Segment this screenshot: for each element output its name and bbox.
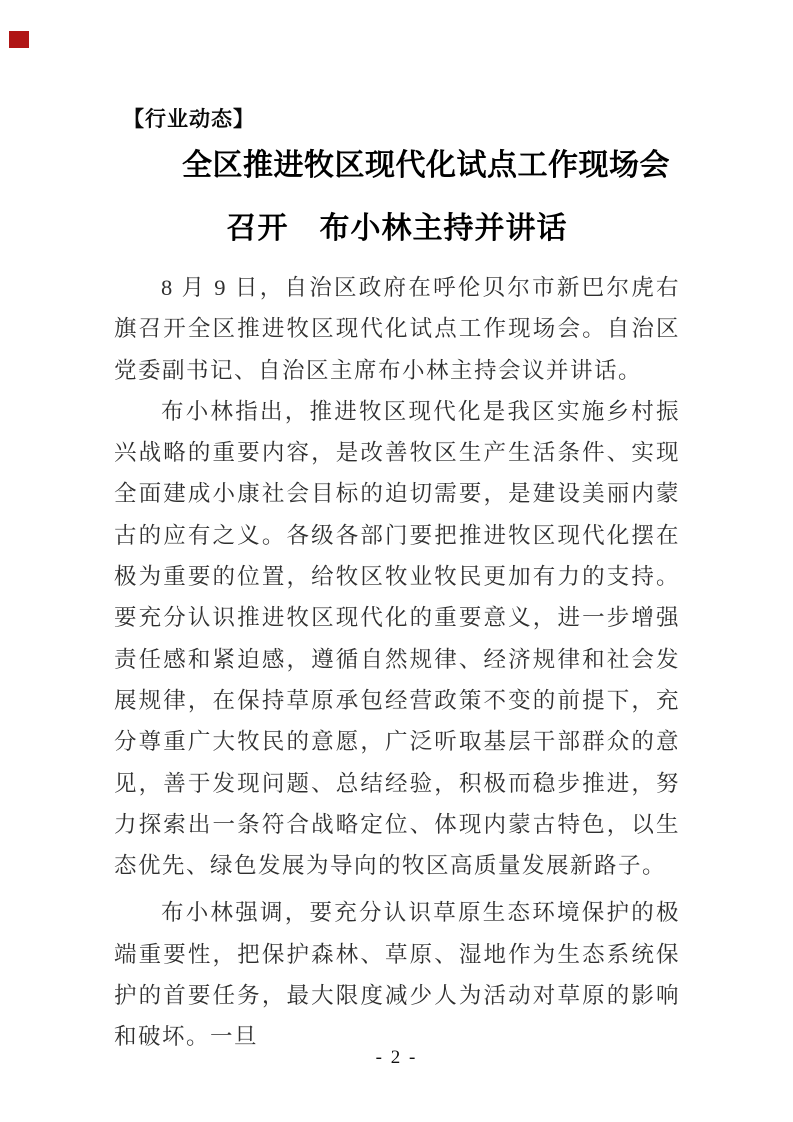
title-line-1: 全区推进牧区现代化试点工作现场会	[182, 149, 670, 182]
paragraph-1: 8 月 9 日，自治区政府在呼伦贝尔市新巴尔虎右旗召开全区推进牧区现代化试点工作现场会。自治区党委副书记、自治区主席布小林主持会议并讲话。	[114, 275, 680, 383]
page-number: - 2 -	[375, 1047, 418, 1068]
article-body	[114, 267, 680, 1058]
paragraph-2: 布小林指出，推进牧区现代化是我区实施乡村振兴战略的重要内容，是改善牧区生产生活条件、实现全面建成小康社会目标的迫切需要，是建设美丽内蒙古的应有之义。各级各部门要把推进牧区现代化摆在极为重要的位置，给牧区牧业牧民更加有力的支持。要充分认识推进牧区现代化的重要意义，进一步增强责任感和紧迫感，遵循自然规律、经济规律和社会发展规律，在保持草原承包经营政策不变的前提下，充分尊重广大牧民的意愿，广泛听取基层干部群众的意见，善于发现问题、总结经验，积极而稳步推进，努力探索出一条符合战略定位、体现内蒙古特色，以生态优先、绿色发展为导向的牧区高质量发展新路子。	[114, 398, 680, 879]
paragraph-3: 布小林强调，要充分认识草原生态环境保护的极端重要性，把保护森林、草原、湿地作为生态系统保护的首要任务，最大限度减少人为活动对草原的影响和破坏。一旦	[114, 900, 680, 1050]
section-label: 【行业动态】	[123, 108, 255, 131]
article-title	[113, 134, 681, 260]
red-bookmark-marker	[9, 31, 29, 48]
title-line-2: 召开 布小林主持并讲话	[226, 212, 568, 245]
